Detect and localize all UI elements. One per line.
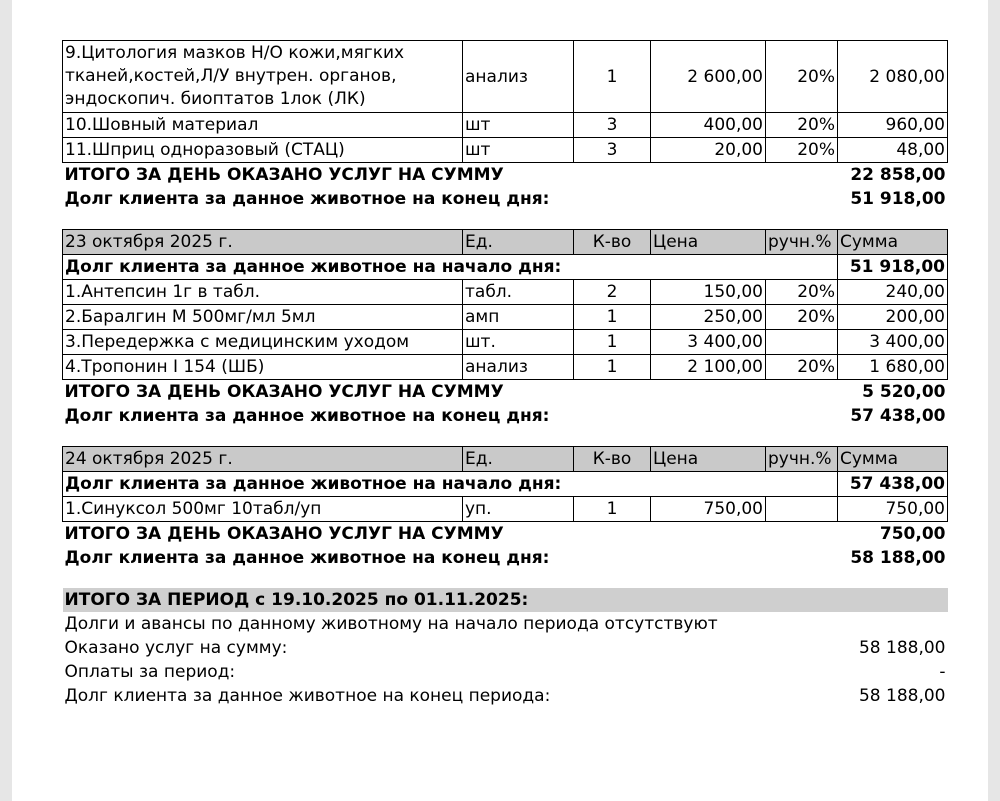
item-unit: амп (463, 305, 574, 330)
day-start-debt-value: 51 918,00 (838, 255, 948, 280)
item-unit: анализ (463, 355, 574, 380)
item-price: 2 100,00 (651, 355, 766, 380)
item-sum: 200,00 (838, 305, 948, 330)
period-end-debt-label: Долг клиента за данное животное на конец периода: (64, 686, 551, 706)
item-sum: 1 680,00 (838, 355, 948, 380)
item-sum: 750,00 (838, 497, 948, 522)
invoice-table (62, 40, 948, 708)
item-unit: анализ (463, 41, 574, 113)
item-qty: 3 (574, 138, 651, 163)
item-name: 2.Баралгин М 500мг/мл 5мл (63, 305, 463, 330)
day-total-label: ИТОГО ЗА ДЕНЬ ОКАЗАНО УСЛУГ НА СУММУ (64, 382, 504, 402)
item-percent: 20% (766, 305, 838, 330)
day-start-debt-row (63, 472, 948, 497)
table-row (63, 497, 948, 522)
table-row (63, 355, 948, 380)
item-qty: 1 (574, 330, 651, 355)
period-services-row (63, 636, 948, 660)
day-total-row (63, 380, 948, 405)
period-note: Долги и авансы по данному животному на начало периода отсутствуют (64, 614, 718, 634)
period-note-row (63, 612, 948, 636)
period-summary-header (63, 588, 948, 612)
item-unit: шт (463, 113, 574, 138)
item-name: 1.Антепсин 1г в табл. (63, 280, 463, 305)
day-start-debt-label: Долг клиента за данное животное на начало дня: (63, 472, 838, 497)
col-qty: К-во (574, 230, 651, 255)
day-end-debt-row (63, 187, 948, 211)
item-qty: 1 (574, 355, 651, 380)
day-end-debt-label: Долг клиента за данное животное на конец дня: (64, 189, 550, 209)
document-page (12, 0, 988, 801)
item-sum: 960,00 (838, 113, 948, 138)
day-total-label: ИТОГО ЗА ДЕНЬ ОКАЗАНО УСЛУГ НА СУММУ (64, 524, 504, 544)
table-row (63, 280, 948, 305)
date-header-row (63, 447, 948, 472)
item-name: 10.Шовный материал (63, 113, 463, 138)
item-percent: 20% (766, 280, 838, 305)
day-total-row (63, 522, 948, 547)
day-total-row (63, 163, 948, 188)
period-services-label: Оказано услуг на сумму: (64, 638, 288, 658)
item-percent (766, 497, 838, 522)
invoice-content (62, 40, 958, 708)
day-total-value: 5 520,00 (862, 382, 946, 402)
item-price: 3 400,00 (651, 330, 766, 355)
item-unit: табл. (463, 280, 574, 305)
table-row (63, 113, 948, 138)
day-end-debt-label: Долг клиента за данное животное на конец дня: (64, 548, 550, 568)
period-end-debt-row (63, 684, 948, 708)
col-price: Цена (651, 447, 766, 472)
period-payments-value: - (939, 662, 946, 682)
item-sum: 3 400,00 (838, 330, 948, 355)
day-end-debt-value: 51 918,00 (850, 189, 946, 209)
table-row (63, 138, 948, 163)
day-end-debt-value: 57 438,00 (850, 406, 946, 426)
item-name: 1.Синуксол 500мг 10табл/уп (63, 497, 463, 522)
item-unit: шт (463, 138, 574, 163)
day-total-label: ИТОГО ЗА ДЕНЬ ОКАЗАНО УСЛУГ НА СУММУ (64, 165, 504, 185)
table-row (63, 330, 948, 355)
col-unit: Ед. (463, 447, 574, 472)
col-sum: Сумма (838, 447, 948, 472)
item-price: 150,00 (651, 280, 766, 305)
item-name: 3.Передержка с медицинским уходом (63, 330, 463, 355)
period-services-value: 58 188,00 (858, 638, 946, 658)
item-unit: шт. (463, 330, 574, 355)
col-qty: К-во (574, 447, 651, 472)
date-header: 24 октября 2025 г. (63, 447, 463, 472)
period-payments-row (63, 660, 948, 684)
date-header: 23 октября 2025 г. (63, 230, 463, 255)
period-summary-title: ИТОГО ЗА ПЕРИОД с 19.10.2025 по 01.11.2025: (63, 588, 948, 612)
item-qty: 3 (574, 113, 651, 138)
table-row (63, 41, 948, 113)
col-percent: ручн.% (766, 230, 838, 255)
col-sum: Сумма (838, 230, 948, 255)
item-qty: 2 (574, 280, 651, 305)
item-name: 4.Тропонин I 154 (ШБ) (63, 355, 463, 380)
item-price: 400,00 (651, 113, 766, 138)
col-price: Цена (651, 230, 766, 255)
item-sum: 48,00 (838, 138, 948, 163)
day-total-value: 22 858,00 (850, 165, 946, 185)
item-percent: 20% (766, 138, 838, 163)
item-price: 20,00 (651, 138, 766, 163)
day-end-debt-row (63, 546, 948, 570)
item-percent (766, 330, 838, 355)
item-name: 11.Шприц одноразовый (СТАЦ) (63, 138, 463, 163)
table-row (63, 305, 948, 330)
item-qty: 1 (574, 497, 651, 522)
item-price: 2 600,00 (651, 41, 766, 113)
col-unit: Ед. (463, 230, 574, 255)
day-end-debt-label: Долг клиента за данное животное на конец дня: (64, 406, 550, 426)
col-percent: ручн.% (766, 447, 838, 472)
item-sum: 2 080,00 (838, 41, 948, 113)
day-start-debt-label: Долг клиента за данное животное на начало дня: (63, 255, 838, 280)
period-end-debt-value: 58 188,00 (858, 686, 946, 706)
day-end-debt-value: 58 188,00 (850, 548, 946, 568)
item-price: 250,00 (651, 305, 766, 330)
item-qty: 1 (574, 41, 651, 113)
day-start-debt-row (63, 255, 948, 280)
period-payments-label: Оплаты за период: (64, 662, 236, 682)
item-percent: 20% (766, 113, 838, 138)
day-total-value: 750,00 (879, 524, 946, 544)
date-header-row (63, 230, 948, 255)
item-name: 9.Цитология мазков Н/О кожи,мягких тканей,костей,Л/У внутрен. органов, эндоскопич. биоптатов 1лок (ЛК) (63, 41, 463, 113)
day-end-debt-row (63, 404, 948, 428)
item-unit: уп. (463, 497, 574, 522)
item-qty: 1 (574, 305, 651, 330)
item-price: 750,00 (651, 497, 766, 522)
item-percent: 20% (766, 41, 838, 113)
item-percent: 20% (766, 355, 838, 380)
item-sum: 240,00 (838, 280, 948, 305)
day-start-debt-value: 57 438,00 (838, 472, 948, 497)
